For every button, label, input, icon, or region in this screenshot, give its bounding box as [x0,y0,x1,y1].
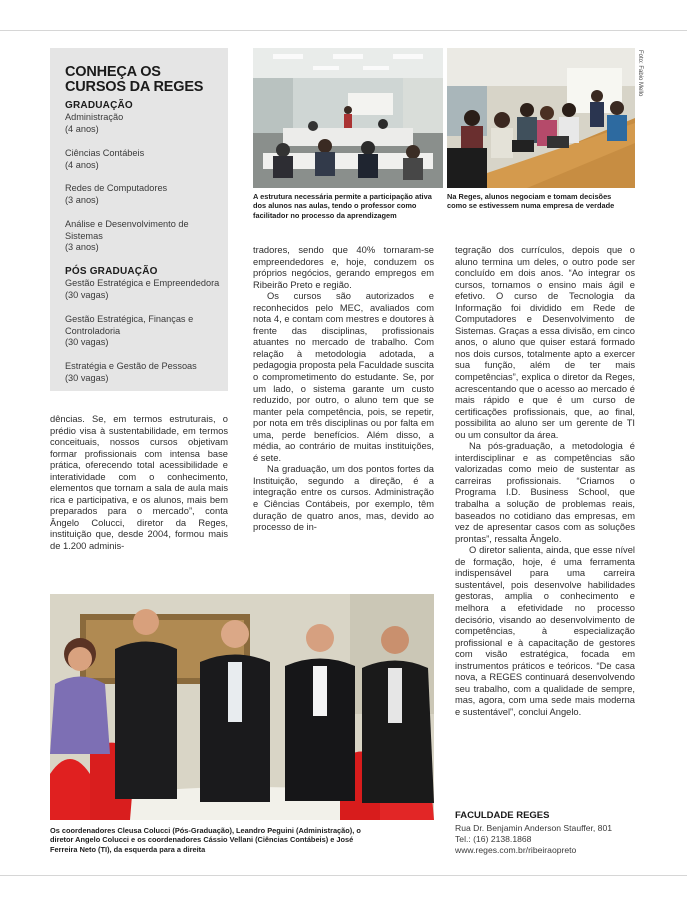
students-photo [447,48,635,188]
paragraph: Na graduação, um dos pontos fortes da Instituição, segundo a direção, é a integração entre os cursos. Administração e Ciências Contábeis, por exemplo, têm duração de quatro anos, mas, devido ao processo de in- [253,464,434,533]
text-column-1 [50,414,228,553]
paragraph: Os cursos são autorizados e reconhecidos pelo MEC, avaliados com nota 4, e contam com mestres e doutores à frente das disciplinas, profissionais atuantes no mercado de trabalho. Com relação à metodologia adotada, a pedagogia proposta pela Faculdade suscita o comprometimento do estudante. Se, por um lado, o sistema garante um custo reduzido, por outro, o aluno tem que se manter pela competência, pois, se repetir, por nota em três disciplinas ou por falta em uma, perde benefícios. Além disso, a média, ao contrário de muitas instituições, é sete. [253,291,434,463]
paragraph: O diretor salienta, ainda, que esse nível de formação, hoje, é uma ferramenta indispensável para uma carreira sustentável, pois desenvolve habilidades gestoras, amplia o conhecimento e melhora a efetividade no processo decisório, visando ao desenvolvimento de competências, à especialização profissional e à capacitação de gestores com visão estratégica, focada em instrumentos práticos e teóricos. “De casa nova, a REGES continuará desenvolvendo seu trabalho, com a qualidade de sempre, mas, agora, com uma sede mais moderna e sustentável”, conclui Angelo. [455,545,635,717]
paragraph: dências. Se, em termos estruturais, o prédio visa à sustentabilidade, em termos conceituais, nossos cursos objetivam formar profissionais com intensa base prática, oferecendo total acessibilidade e interatividade com o conhecimento, elementos que tornam a sala de aula mais rica e participativa, e os alunos, mais bem preparados para o mercado”, conta Ângelo Colucci, diretor da Reges, instituição que, desde 2004, formou mais de 1.200 adminis- [50,414,228,552]
paragraph: tradores, sendo que 40% tornaram-se empreendedores e, hoje, conduzem os próprios negócios, gerando empregos em Ribeirão Preto e região. [253,245,434,290]
sidebar-title: CONHEÇA OS CURSOS DA REGES [65,64,204,95]
courses-sidebar [50,48,228,391]
graduacao-heading: GRADUAÇÃO [65,100,133,111]
course-item: Redes de Computadores (3 anos) [65,183,168,205]
course-item: Estratégia e Gestão de Pessoas (30 vagas) [65,361,197,383]
faculdade-title: FACULDADE REGES [455,810,550,821]
text-column-2 [253,245,434,534]
pos-graduacao-heading: PÓS GRADUAÇÃO [65,266,158,277]
course-item: Administração (4 anos) [65,112,124,134]
coordinators-caption: Os coordenadores Cleusa Colucci (Pós-Graduação), Leandro Peguini (Administração), o diretor Angelo Colucci e os coordenadores Cássio Vellani (Ciências Contábeis) e José Ferreira Neto (TI), da esquerda para a direita [50,826,361,854]
photo-credit: Foto: Fabio Mello [637,50,643,97]
course-item: Gestão Estratégica e Empreendedora (30 vagas) [65,278,220,300]
classroom-photo [253,48,443,188]
coordinators-photo [50,594,434,820]
faculdade-address: Rua Dr. Benjamin Anderson Stauffer, 801 [455,823,613,833]
faculdade-url[interactable]: www.reges.com.br/ribeiraopreto [455,845,577,855]
paragraph: Na pós-graduação, a metodologia é interdisciplinar e as competências são valorizadas como meio de sustentar as carreiras profissionais. “Criamos o Programa I.D. Business School, que trabalha a solução de problemas reais, baseados no cotidiano das empresas, em vez de apresentar casos com as soluções prontas”, ressalta Ângelo. [455,441,635,544]
classroom-caption: A estrutura necessária permite a participação ativa dos alunos nas aulas, tendo o professor como facilitador no processo da aprendizagem [253,192,432,220]
course-item: Análise e Desenvolvimento de Sistemas (3 anos) [65,219,189,252]
paragraph: tegração dos currículos, depois que o aluno termina um deles, o outro pode ser concluído em dois anos. “Ao integrar os cursos, tornamos o ensino mais ágil e efetivo. O curso de Tecnologia da Informação foi dividido em Rede de Computadores e Desenvolvimento de Sistemas. Graças a essa divisão, em cinco anos, o aluno que quiser estará formado nos dois cursos, totalmente apto a exercer sua função, além de ter mais competências”, explica o diretor da Reges, acrescentando que o acesso ao mercado é mais rápido e que é um curso de certificações profissionais, que, ao final, possibilita ao aluno ser um gerente de TI ou um consultor da área. [455,245,635,440]
course-item: Gestão Estratégica, Finanças e Controladoria (30 vagas) [65,314,194,347]
text-column-3 [455,245,635,718]
faculdade-phone: Tel.: (16) 2138.1868 [455,834,532,844]
students-caption: Na Reges, alunos negociam e tomam decisões como se estivessem numa empresa de verdade [447,192,615,211]
course-item: Ciências Contábeis (4 anos) [65,148,145,170]
